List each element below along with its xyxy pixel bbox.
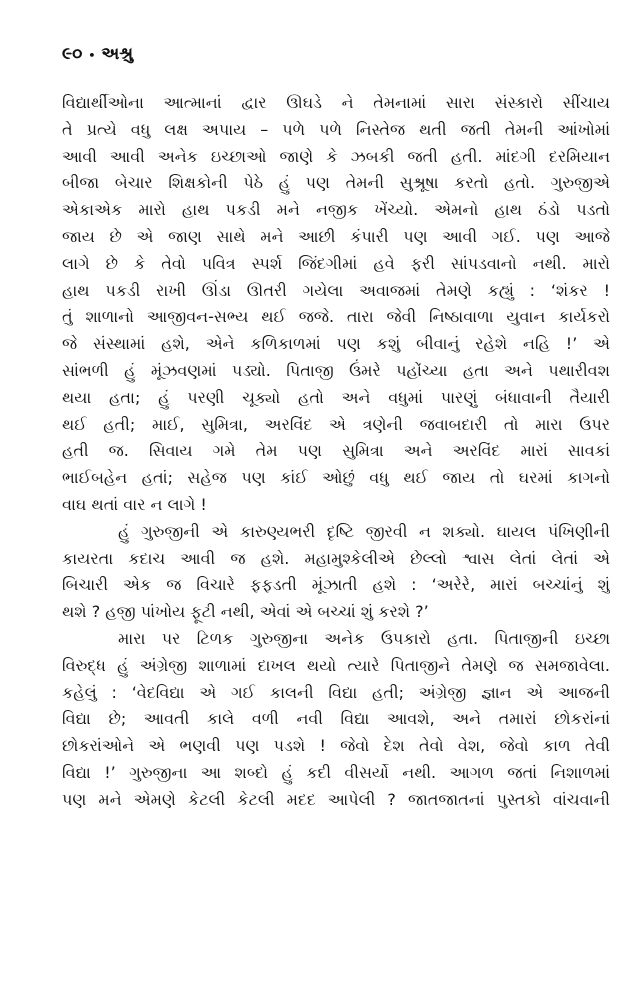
text-line: કહેલું : ‘વેદવિદ્યા એ ગઈ કાલની વિદ્યા હતી; અંગ્રેજી જ્ઞાન એ આજની — [62, 682, 610, 702]
text-line: જે સંસ્થામાં હશે, એને કળિકાળમાં પણ કશું બીવાનું રહેશે નહિ !’ એ — [62, 334, 610, 354]
text-line: હું ગુરુજીની એ કારુણ્યભરી દૃષ્ટિ જીરવી ન શક્યો. ઘાયલ પંખિણીની — [118, 521, 610, 541]
text-line: સાંભળી હું મૂંઝવણમાં પડ્યો. પિતાજી ઉંમરે પહોંચ્યા હતા અને પથારીવશ — [62, 360, 610, 380]
page-body — [62, 90, 610, 814]
page-number: ૯૦ — [62, 44, 83, 64]
text-line: વિદ્યા !’ ગુરુજીના આ શબ્દો હું કદી વીસર્યો નથી. આગળ જતાં નિશાળમાં — [62, 762, 610, 782]
book-title: અશ્રુ — [101, 44, 134, 64]
text-line: હતી જ. સિવાય ગમે તેમ પણ સુમિત્રા અને અરવિંદ મારાં સાવકાં — [62, 441, 610, 461]
text-line: વિદ્યાર્થીઓના આત્માનાં દ્વાર ઊઘડે ને તેમનામાં સારા સંસ્કારો સીંચાય — [62, 93, 610, 112]
text-line: તું શાળાનો આજીવન-સભ્ય થઈ જજે. તારા જેવી નિષ્ઠાવાળા યુવાન કાર્યકરો — [62, 307, 610, 327]
text-line: આવી આવી અનેક ઇચ્છાઓ જાણે કે ઝબકી જતી હતી. માંદગી દરમિયાન — [62, 146, 610, 166]
text-line: વિરુદ્ધ હું અંગ્રેજી શાળામાં દાખલ થયો ત્યારે પિતાજીને તેમણે જ સમજાવેલા. — [62, 655, 610, 675]
running-header — [62, 42, 133, 66]
text-line: વિદ્યા છે; આવતી કાલે વળી નવી વિદ્યા આવશે, અને તમારાં છોકરાંનાં — [62, 709, 610, 729]
text-line: વાઘ થતાં વાર ન લાગે ! — [62, 494, 207, 514]
text-line: થઈ હતી; માઈ, સુમિત્રા, અરવિંદ એ ત્રણેની જવાબદારી તો મારા ઉપર — [62, 414, 610, 434]
text-line: થશે ? હજી પાંખોય ફૂટી નથી, એવાં એ બચ્ચાં શું કરશે ?’ — [62, 602, 429, 622]
text-line: એકાએક મારો હાથ પકડી મને નજીક ખેંચ્યો. એમનો હાથ ઠંડો પડતો — [62, 200, 610, 220]
text-line: તે પ્રત્યે વધુ લક્ષ અપાય – પળે પળે નિસ્તેજ થતી જતી તેમની આંખોમાં — [62, 119, 610, 139]
header-separator: • — [88, 48, 96, 62]
text-line: જાય છે એ જાણ સાથે મને આછી કંપારી પણ આવી ગઈ. પણ આજે — [62, 226, 610, 246]
text-line: લાગે છે કે તેવો પવિત્ર સ્પર્શ જિંદગીમાં હવે ફરી સાંપડવાનો નથી. મારો — [62, 253, 610, 273]
text-line: થયા હતા; હું પરણી ચૂક્યો હતો અને વધુમાં પારણું બંધાવાની તૈયારી — [62, 387, 610, 407]
text-line: છોકરાંઓને એ ભણવી પણ પડશે ! જેવો દેશ તેવો વેશ, જેવો કાળ તેવી — [62, 736, 610, 756]
text-line: બીજા બેચાર શિક્ષકોની પેઠે હું પણ તેમની સુશ્રૂષા કરતો હતો. ગુરુજીએ — [62, 173, 610, 193]
text-line: પણ મને એમણે કેટલી કેટલી મદદ આપેલી ? જાતજાતનાં પુસ્તકો વાંચવાની — [62, 789, 610, 809]
text-line: ભાઈબહેન હતાં; સહેજ પણ કાંઈ ઓછું વધુ થઈ જાય તો ઘરમાં કાગનો — [62, 468, 610, 488]
text-line: બિચારી એક જ વિચારે ફફડતી મૂંઝાતી હશે : ‘અરેરે, મારાં બચ્ચાંનું શું — [62, 575, 610, 595]
text-line: મારા પર ટિળક ગુરુજીના અનેક ઉપકારો હતા. પિતાજીની ઇચ્છા — [118, 628, 610, 648]
text-line: કાયરતા કદાચ આવી જ હશે. મહામુશ્કેલીએ છેલ્લો શ્વાસ લેતાં લેતાં એ — [62, 548, 610, 568]
text-line: હાથ પકડી રાખી ઊંડા ઊતરી ગયેલા અવાજમાં તેમણે કહ્યું : ‘શંકર ! — [62, 280, 610, 300]
